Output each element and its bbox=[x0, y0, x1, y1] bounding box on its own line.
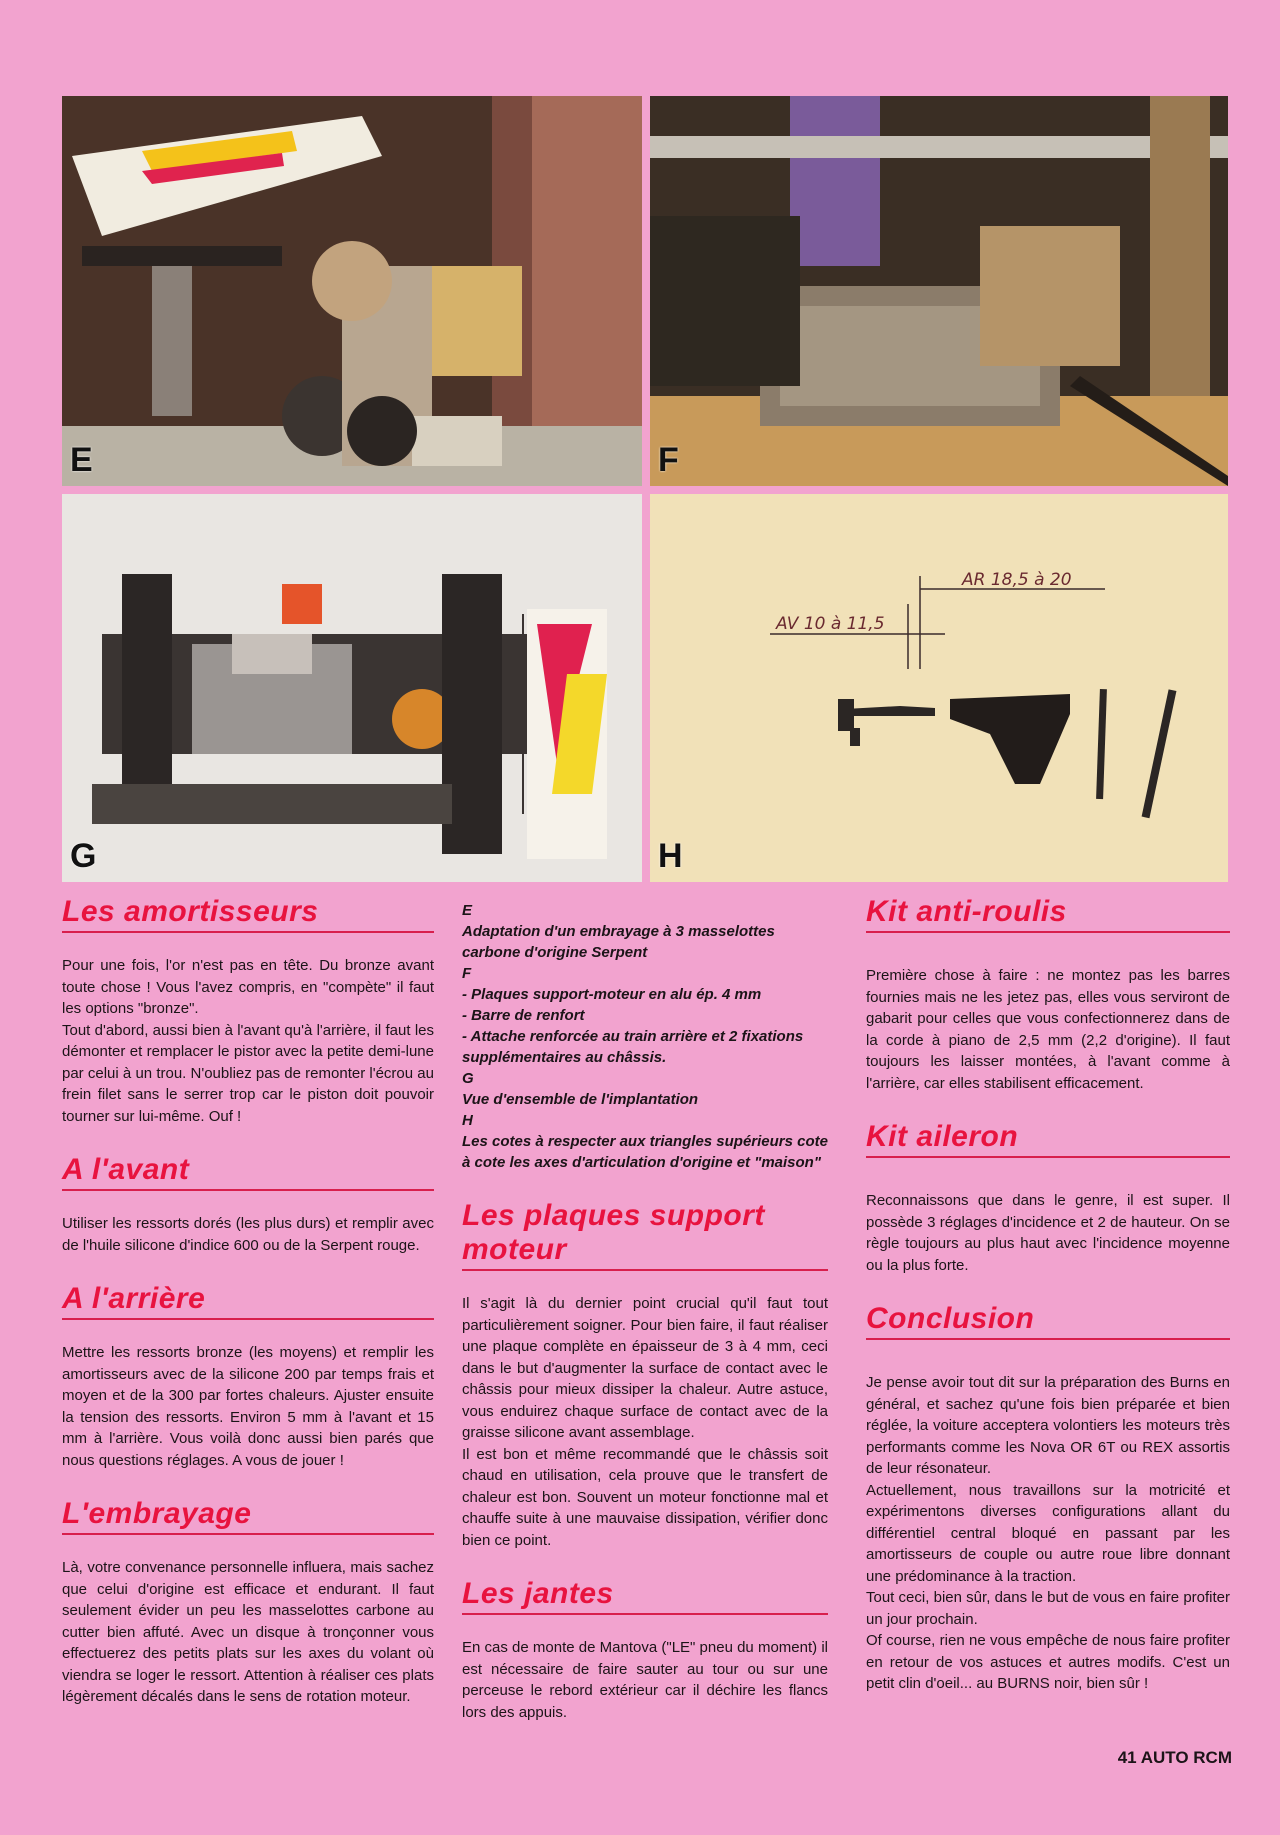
para-amortisseurs-1: Pour une fois, l'or n'est pas en tête. Du bronze avant toute chose ! Vous l'avez compris, en "compète" il faut les options "bronze". bbox=[62, 957, 434, 1017]
photo-f-letter: F bbox=[658, 441, 679, 479]
para-conclusion-4: Of course, rien ne vous empêche de nous faire profiter en retour de vos astuces et autres modifs. C'est un petit clin d'oeil... au BURNS noir, bien sûr ! bbox=[866, 1632, 1230, 1692]
caption-f-1: - Plaques support-moteur en alu ép. 4 mm bbox=[462, 986, 762, 1003]
para-plaques-2: Il est bon et même recommandé que le châssis soit chaud en utilisation, cela prouve que le transfert de chaleur est bon. Souvent un moteur fonctionne mal et chauffe suite à une mauvaise dissipation, vérifier donc bien ce point. bbox=[462, 1445, 828, 1549]
photo-f bbox=[650, 96, 1228, 486]
para-embrayage: Là, votre convenance personnelle influera, mais sachez que celui d'origine est efficace et endurant. Il faut seulement évider un peu les masselottes carbone au cutter bien affuté. Avec un disque à tronçonner vous effectuerez des petits plats sur les axes du volant où viendra se loger le ressort. Attention à réaliser ces plats légèrement décalés dans le sens de rotation moteur. bbox=[62, 1559, 434, 1705]
photo-g bbox=[62, 494, 642, 882]
caption-e: Adaptation d'un embrayage à 3 masselottes carbone d'origine Serpent bbox=[462, 923, 775, 961]
heading-jantes: Les jantes bbox=[462, 1577, 828, 1615]
heading-arriere: A l'arrière bbox=[62, 1282, 434, 1320]
photo-h bbox=[650, 494, 1228, 882]
photo-e bbox=[62, 96, 642, 486]
caption-e-letter: E bbox=[462, 902, 473, 919]
heading-aileron: Kit aileron bbox=[866, 1120, 1230, 1158]
caption-f-3: - Attache renforcée au train arrière et 2 fixations supplémentaires au châssis. bbox=[462, 1028, 804, 1066]
caption-h: Les cotes à respecter aux triangles supérieurs cote à cote les axes d'articulation d'origine et "maison" bbox=[462, 1133, 828, 1171]
page-footer: 41 AUTO RCM bbox=[1117, 1748, 1232, 1767]
para-arriere: Mettre les ressorts bronze (les moyens) et remplir les amortisseurs avec de la silicone 200 par temps frais et moyen et de la 300 par fortes chaleurs. Ajuster ensuite la tension des ressorts. Environ 5 mm à l'avant et 15 mm à l'arrière. Vous voilà donc aussi bien parés que nous questions réglages. A vous de jouer ! bbox=[62, 1344, 434, 1469]
para-anti-roulis: Première chose à faire : ne montez pas les barres fournies mais ne les jetez pas, elles vous serviront de gabarit pour celles que vous confectionnerez dans de la corde à piano de 2,5 mm (2,2 d'origine). Il faut toujours les laisser montées, à l'avant comme à l'arrière, car elles stabilisent efficacement. bbox=[866, 967, 1230, 1092]
heading-plaques: Les plaques support moteur bbox=[462, 1199, 828, 1271]
column-right bbox=[866, 895, 1230, 1695]
heading-conclusion: Conclusion bbox=[866, 1302, 1230, 1340]
photo-h-letter: H bbox=[658, 837, 683, 875]
heading-amortisseurs: Les amortisseurs bbox=[62, 895, 434, 933]
para-avant: Utiliser les ressorts dorés (les plus durs) et remplir avec de l'huile silicone d'indice 600 ou de la Serpent rouge. bbox=[62, 1215, 434, 1254]
caption-f-2: - Barre de renfort bbox=[462, 1007, 585, 1024]
caption-f-letter: F bbox=[462, 965, 472, 982]
photo-g-letter: G bbox=[70, 837, 97, 875]
para-jantes: En cas de monte de Mantova ("LE" pneu du moment) il est nécessaire de faire sauter au tour ou sur une perceuse le rebord extérieur car il déchire les flancs lors des appuis. bbox=[462, 1639, 828, 1721]
diagram-label-ar: AR 18,5 à 20 bbox=[962, 570, 1072, 590]
para-plaques-1: Il s'agit là du dernier point crucial qu'il faut tout particulièrement soigner. Pour bien faire, il faut réaliser une plaque complète en épaisseur de 3 à 4 mm, ceci dans le but d'augmenter la surface de contact avec le châssis pour mieux dissiper la chaleur. Autre astuce, vous enduirez chaque surface de contact avec de la graisse silicone avant assemblage. bbox=[462, 1295, 828, 1441]
photo-e-letter: E bbox=[70, 441, 93, 479]
caption-h-letter: H bbox=[462, 1112, 473, 1129]
caption-g-letter: G bbox=[462, 1070, 474, 1087]
heading-avant: A l'avant bbox=[62, 1153, 434, 1191]
column-middle bbox=[462, 900, 828, 1723]
heading-anti-roulis: Kit anti-roulis bbox=[866, 895, 1230, 933]
para-conclusion-3: Tout ceci, bien sûr, dans le but de vous en faire profiter un jour prochain. bbox=[866, 1589, 1230, 1628]
para-aileron: Reconnaissons que dans le genre, il est super. Il possède 3 réglages d'incidence et 2 de hauteur. On se règle toujours au plus haut avec l'incidence moyenne ou la plus forte. bbox=[866, 1192, 1230, 1274]
caption-g: Vue d'ensemble de l'implantation bbox=[462, 1091, 699, 1108]
para-conclusion-2: Actuellement, nous travaillons sur la motricité et expérimentons diverses configurations allant du différentiel central bloqué en passant par les amortisseurs de couple ou autre roue libre donnant une prédominance à la traction. bbox=[866, 1481, 1230, 1585]
para-amortisseurs-2: Tout d'abord, aussi bien à l'avant qu'à l'arrière, il faut les démonter et remplacer le pistor avec la petite demi-lune par celui à un trou. N'oubliez pas de remonter l'écrou au frein filet sans le serrer trop car le piston doit pouvoir tourner sur lui-même. Ouf ! bbox=[62, 1021, 434, 1125]
column-left bbox=[62, 895, 434, 1708]
para-conclusion-1: Je pense avoir tout dit sur la préparation des Burns en général, et sachez qu'une fois bien préparée et bien réglée, la voiture acceptera volontiers les moteurs très performants comme les Nova OR 6T ou REX assortis de leur résonateur. bbox=[866, 1374, 1230, 1477]
diagram-label-av: AV 10 à 11,5 bbox=[776, 614, 885, 634]
heading-embrayage: L'embrayage bbox=[62, 1497, 434, 1535]
